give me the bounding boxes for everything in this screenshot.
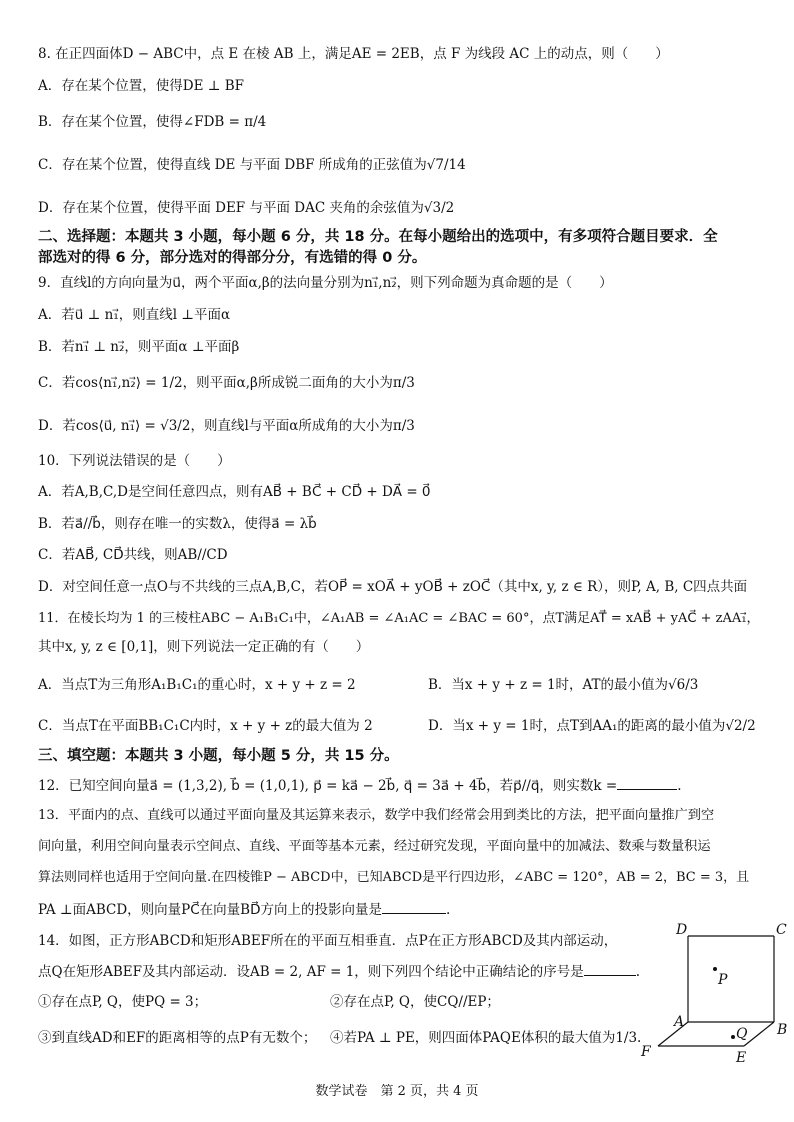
q8-option-b: B．存在某个位置，使得∠FDB = π/4 [38,114,267,130]
q13-line2: 间向量，利用空间向量表示空间点、直线、平面等基本元素，经过研究发现，平面向量中的加减法、数乘与数量积运 [38,839,711,854]
q10-stem: 10．下列说法错误的是（ ） [38,453,231,469]
q12-text [38,775,682,796]
section2-heading-line1: 二、选择题：本题共 3 小题，每小题 6 分，共 18 分。在每小题给出的选项中，有多项符合题目要求．全 [38,229,718,245]
page-footer: 数学试卷 第 2 页，共 4 页 [315,1084,479,1099]
q10-option-c: C．若AB⃗, CD⃗共线，则AB//CD [38,547,228,563]
q9-option-a: A．若u⃗ ⊥ n₁⃗，则直线l ⊥平面α [38,307,231,323]
label-p: P [718,972,728,988]
label-e: E [736,1050,747,1066]
q13-line4 [38,899,450,920]
q9-stem: 9．直线l的方向向量为u⃗，两个平面α,β的法向量分别为n₁⃗,n₂⃗，则下列命题为真命题的是（ ） [38,275,613,291]
q14-line2-text: 点Q在矩形ABEF及其内部运动．设AB = 2, AF = 1，则下列四个结论中正确结论的序号是 [38,964,584,980]
label-f: F [641,1044,651,1060]
point-q-dot [731,1035,735,1039]
q11-stem-line2: 其中x, y, z ∈ [0,1]，则下列说法一定正确的有（ ） [38,639,370,655]
q11-option-b: B．当x + y + z = 1时，AT的最小值为√6/3 [428,677,699,693]
q13-line3: 算法则同样也适用于空间向量.在四棱锥P − ABCD中，已知ABCD是平行四边形，∠ABC = 120°，AB = 2，BC = 3，且 [38,870,750,885]
q14-option-1: ①存在点P, Q，使PQ = 3； [38,994,208,1010]
q13-tail: . [445,902,451,918]
label-b: B [777,1022,788,1038]
q13-last: PA ⊥面ABCD，则向量PC⃗在向量BD⃗方向上的投影向量是 [38,902,382,918]
q13-answer-blank[interactable] [382,899,446,914]
q8-option-a: A．存在某个位置，使得DE ⊥ BF [38,78,244,94]
q14-figure [636,918,794,1068]
label-d: D [676,922,688,938]
q9-option-d: D．若cos⟨u⃗, n₁⃗⟩ = √3/2，则直线l与平面α所成角的大小为π/3 [38,418,415,434]
q14-line2 [38,961,640,982]
label-c: C [776,922,787,938]
q10-option-d: D．对空间任意一点O与不共线的三点A,B,C，若OP⃗ = xOA⃗ + yOB⃗ + zOC⃗（其中x, y, z ∈ R），则P, A, B, C四点共面 [38,579,748,595]
q11-option-a: A．当点T为三角形A₁B₁C₁的重心时，x + y + z = 2 [38,677,356,693]
q10-option-a: A．若A,B,C,D是空间任意四点，则有AB⃗ + BC⃗ + CD⃗ + DA⃗ = 0⃗ [38,484,431,500]
point-p-dot [713,967,717,971]
q8-stem: 8. 在正四面体D − ABC中，点 E 在棱 AB 上，满足AE = 2EB，点 F 为线段 AC 上的动点，则（ ） [38,46,669,62]
q14-option-3: ③到直线AD和EF的距离相等的点P有无数个； [38,1030,317,1046]
q13-line1: 13．平面内的点、直线可以通过平面向量及其运算来表示，数学中我们经常会用到类比的方法，把平面向量推广到空 [38,808,715,823]
q10-option-b: B．若a⃗//b⃗，则存在唯一的实数λ，使得a⃗ = λb⃗ [38,516,317,532]
q14-line2-tail: . [635,964,641,980]
q12-answer-blank[interactable] [617,775,677,790]
section3-heading: 三、填空题：本题共 3 小题，每小题 5 分，共 15 分。 [38,748,399,764]
q11-option-c: C．当点T在平面BB₁C₁C内时，x + y + z的最大值为 2 [38,718,373,734]
q8-option-d: D．存在某个位置，使得平面 DEF 与平面 DAC 夹角的余弦值为√3/2 [38,200,455,216]
q9-option-b: B．若n₁⃗ ⊥ n₂⃗，则平面α ⊥平面β [38,339,240,355]
edge-be [744,1022,774,1046]
section2-heading-line2: 部选对的得 6 分，部分选对的得部分分，有选错的得 0 分。 [38,250,427,266]
q11-stem-line1: 11．在棱长均为 1 的三棱柱ABC − A₁B₁C₁中，∠A₁AB = ∠A₁AC = ∠BAC = 60°，点T满足AT⃗ = xAB⃗ + yAC⃗ + zAA₁⃗， [38,611,760,626]
q9-option-c: C．若cos⟨n₁⃗,n₂⃗⟩ = 1/2，则平面α,β所成锐二面角的大小为π/3 [38,375,415,391]
label-a: A [674,1014,685,1030]
q12-stem: 12．已知空间向量a⃗ = (1,3,2), b⃗ = (1,0,1), p⃗ = ka⃗ − 2b⃗, q⃗ = 3a⃗ + 4b⃗，若p⃗//q⃗，则实数k = [38,778,618,794]
label-q: Q [736,1026,748,1042]
q14-option-4: ④若PA ⊥ PE，则四面体PAQE体积的最大值为1/3. [330,1030,642,1046]
q14-answer-blank[interactable] [584,961,636,976]
q11-option-d: D．当x + y = 1时，点T到AA₁的距离的最小值为√2/2 [428,718,756,734]
q14-option-2: ②存在点P, Q，使CQ//EP； [330,994,500,1010]
q8-option-c: C．存在某个位置，使得直线 DE 与平面 DBF 所成角的正弦值为√7/14 [38,157,466,173]
q12-tail: . [677,778,682,794]
q14-line1: 14．如图，正方形ABCD和矩形ABEF所在的平面互相垂直．点P在正方形ABCD及其内部运动， [38,933,618,949]
